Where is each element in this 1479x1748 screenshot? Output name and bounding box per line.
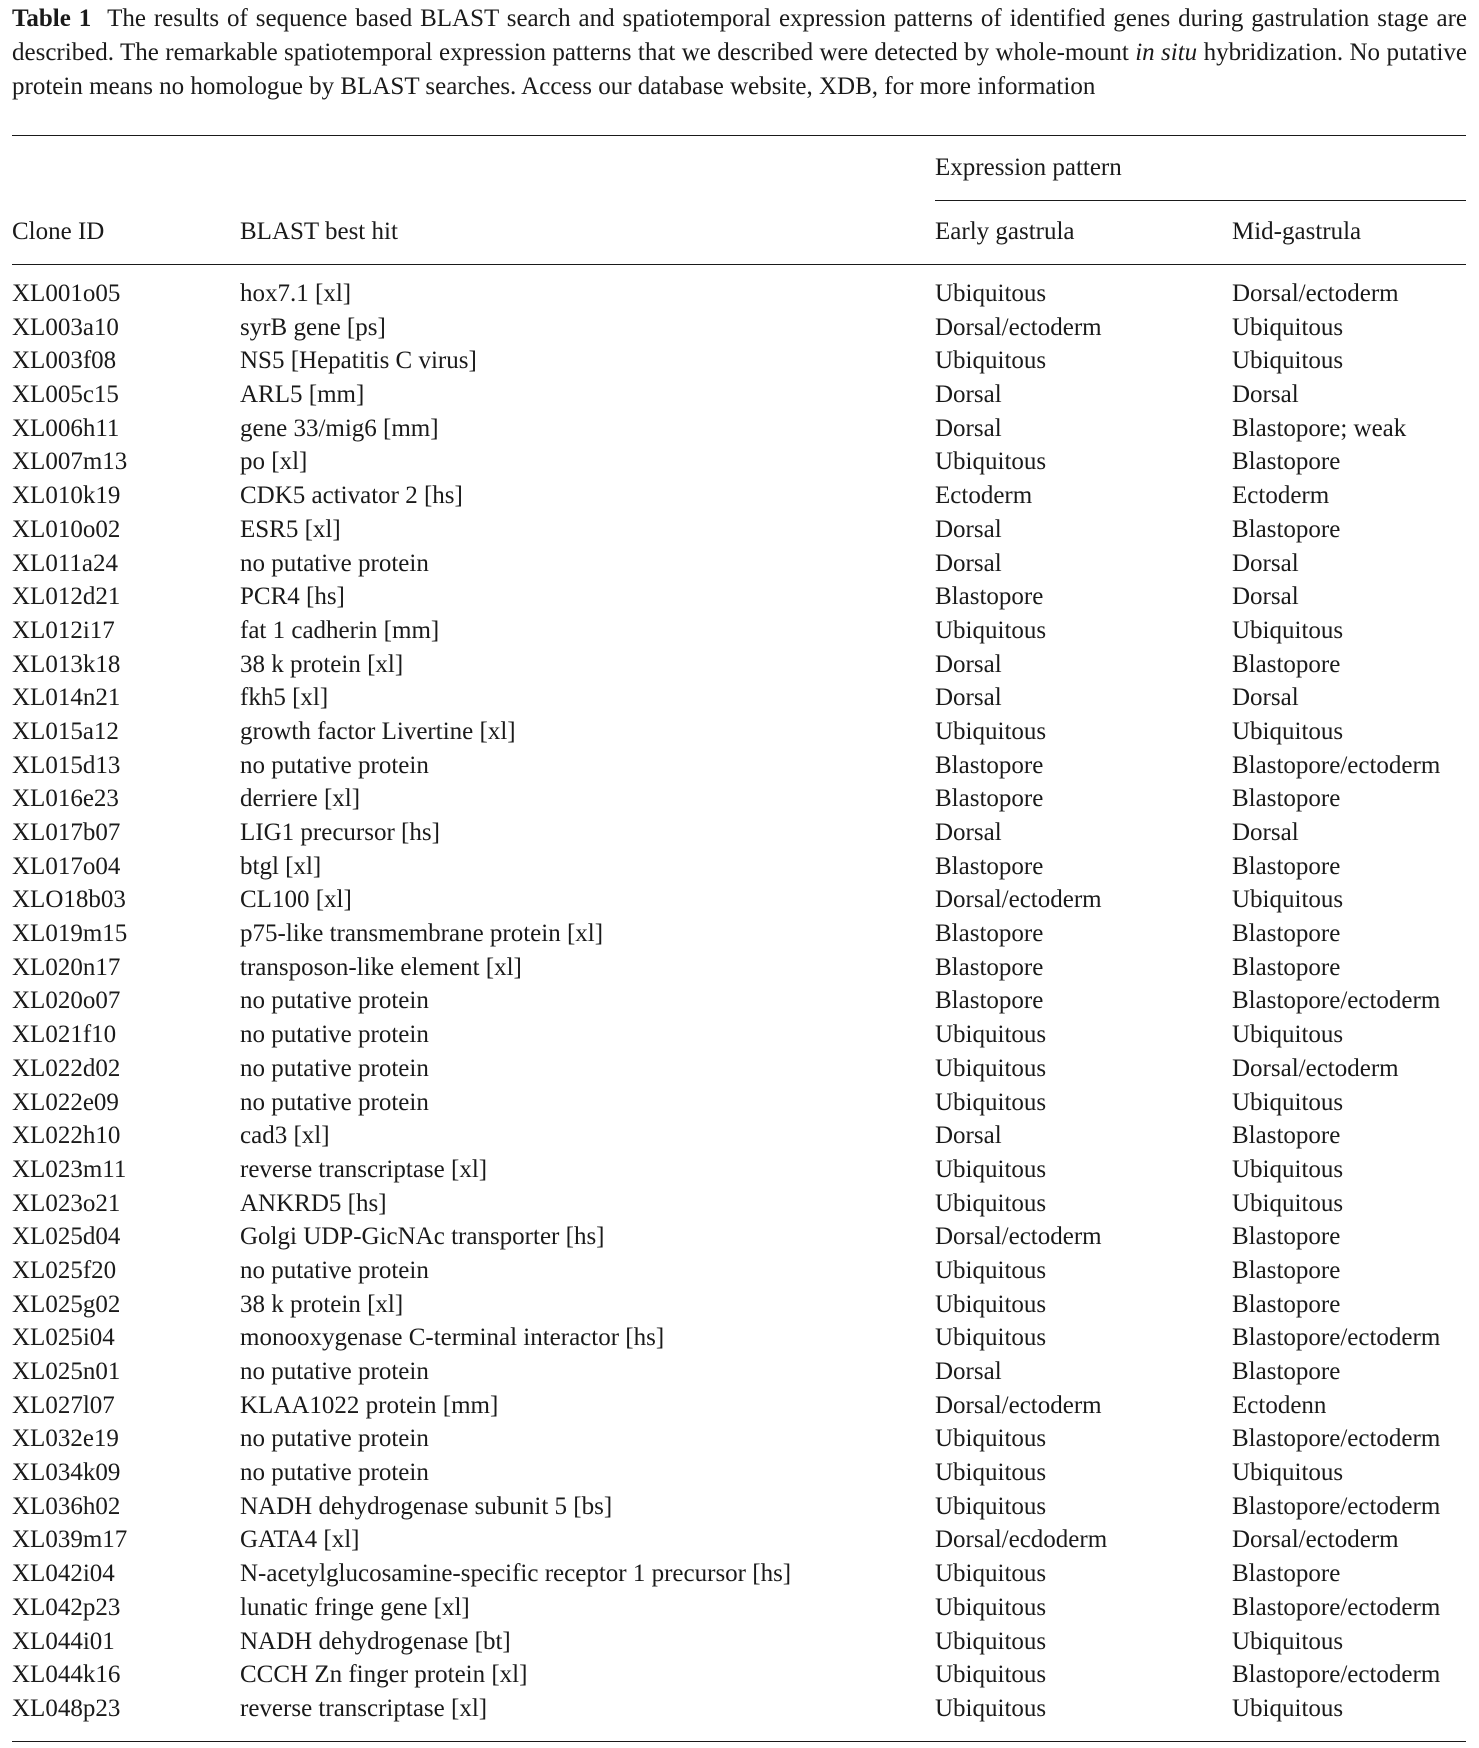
cell-blast-hit: fat 1 cadherin [mm] <box>240 616 440 644</box>
cell-blast-hit: no putative protein <box>240 1088 429 1116</box>
table-row <box>12 1088 1466 1122</box>
cell-mid-gastrula: Blastopore <box>1232 785 1341 813</box>
table-row <box>12 279 1466 313</box>
table-row <box>12 1424 1466 1458</box>
table-row <box>12 1593 1466 1627</box>
cell-early-gastrula: Dorsal <box>935 819 1002 846</box>
cell-mid-gastrula: Ubiquitous <box>1232 1694 1344 1722</box>
table-row <box>12 481 1466 515</box>
cell-blast-hit: no putative protein <box>240 751 429 779</box>
cell-early-gastrula: Ubiquitous <box>935 616 1047 644</box>
table-row <box>12 1694 1466 1728</box>
cell-clone-id: XL003a10 <box>12 313 119 341</box>
table-label: Table 1 <box>12 5 92 32</box>
cell-early-gastrula: Ectoderm <box>935 482 1033 510</box>
cell-mid-gastrula: Blastopore <box>1232 1358 1341 1385</box>
cell-blast-hit: CCCH Zn finger protein [xl] <box>240 1661 528 1689</box>
cell-mid-gastrula: Ubiquitous <box>1232 1189 1344 1217</box>
cell-mid-gastrula: Blastopore/ectoderm <box>1232 1492 1441 1520</box>
cell-blast-hit: no putative protein <box>240 1054 429 1082</box>
cell-mid-gastrula: Blastopore/ectoderm <box>1232 1661 1441 1689</box>
cell-clone-id: XL025i04 <box>12 1324 115 1352</box>
cell-mid-gastrula: Dorsal/ectoderm <box>1232 1526 1399 1554</box>
cell-clone-id: XL013k18 <box>12 650 121 678</box>
cell-early-gastrula: Dorsal/ectoderm <box>935 1223 1102 1251</box>
cell-clone-id: XL042p23 <box>12 1593 121 1621</box>
cell-clone-id: XL036h02 <box>12 1492 121 1520</box>
cell-early-gastrula: Ubiquitous <box>935 448 1047 476</box>
cell-clone-id: XL044i01 <box>12 1627 115 1655</box>
caption-text-part1: The results of sequence based BLAST search and spatiotemporal expression patterns of identified genes during gastrulation stage are described. The remarkable spatiotemporal expression patterns that we described were detected by whole-mount <box>12 5 1468 66</box>
cell-mid-gastrula: Ubiquitous <box>1232 1021 1344 1049</box>
cell-mid-gastrula: Blastopore; weak <box>1232 414 1407 442</box>
table-row <box>12 852 1466 886</box>
table-row <box>12 986 1466 1020</box>
cell-clone-id: XL017b07 <box>12 819 121 846</box>
cell-clone-id: XL020o07 <box>12 987 121 1015</box>
cell-mid-gastrula: Dorsal <box>1232 684 1299 712</box>
cell-mid-gastrula: Ubiquitous <box>1232 616 1344 644</box>
cell-clone-id: XL019m15 <box>12 920 128 948</box>
cell-blast-hit: no putative protein <box>240 549 429 577</box>
table-row <box>12 1121 1466 1155</box>
cell-mid-gastrula: Ubiquitous <box>1232 1088 1344 1116</box>
cell-mid-gastrula: Blastopore <box>1232 448 1341 476</box>
cell-clone-id: XL020n17 <box>12 953 121 981</box>
cell-mid-gastrula: Blastopore <box>1232 1223 1341 1251</box>
cell-blast-hit: N-acetylglucosamine-specific receptor 1 precursor [hs] <box>240 1560 792 1588</box>
cell-early-gastrula: Blastopore <box>935 852 1044 880</box>
table-row <box>12 380 1466 414</box>
cell-blast-hit: 38 k protein [xl] <box>240 650 404 678</box>
cell-early-gastrula: Dorsal/ectoderm <box>935 886 1102 914</box>
table-row <box>12 1323 1466 1357</box>
table-row <box>12 582 1466 616</box>
table-row <box>12 1627 1466 1661</box>
table-row <box>12 1559 1466 1593</box>
cell-early-gastrula: Ubiquitous <box>935 1155 1047 1183</box>
cell-clone-id: XL012i17 <box>12 616 115 644</box>
cell-mid-gastrula: Ubiquitous <box>1232 347 1344 375</box>
cell-early-gastrula: Ubiquitous <box>935 1088 1047 1116</box>
table-row <box>12 751 1466 785</box>
table-row <box>12 549 1466 583</box>
cell-blast-hit: po [xl] <box>240 448 308 476</box>
table-row <box>12 515 1466 549</box>
cell-blast-hit: gene 33/mig6 [mm] <box>240 414 439 442</box>
cell-blast-hit: CDK5 activator 2 [hs] <box>240 482 463 510</box>
cell-early-gastrula: Blastopore <box>935 987 1044 1015</box>
table-row <box>12 313 1466 347</box>
cell-early-gastrula: Ubiquitous <box>935 1290 1047 1318</box>
cell-mid-gastrula: Blastopore <box>1232 1290 1341 1318</box>
table-row <box>12 447 1466 481</box>
cell-mid-gastrula: Dorsal <box>1232 583 1299 611</box>
cell-clone-id: XL022d02 <box>12 1054 121 1082</box>
cell-clone-id: XL015d13 <box>12 751 121 779</box>
cell-clone-id: XL025g02 <box>12 1290 121 1318</box>
table-row <box>12 1391 1466 1425</box>
table-row <box>12 717 1466 751</box>
cell-mid-gastrula: Dorsal/ectoderm <box>1232 1054 1399 1082</box>
cell-clone-id: XL017o04 <box>12 852 121 880</box>
cell-clone-id: XL010k19 <box>12 482 121 510</box>
cell-blast-hit: cad3 [xl] <box>240 1122 330 1150</box>
cell-clone-id: XL003f08 <box>12 347 117 375</box>
cell-blast-hit: reverse transcriptase [xl] <box>240 1694 488 1722</box>
cell-early-gastrula: Blastopore <box>935 785 1044 813</box>
cell-mid-gastrula: Dorsal/ectoderm <box>1232 280 1399 307</box>
cell-blast-hit: derriere [xl] <box>240 785 361 813</box>
cell-clone-id: XL023m11 <box>12 1155 127 1183</box>
cell-early-gastrula: Dorsal <box>935 381 1002 409</box>
cell-blast-hit: Golgi UDP-GicNAc transporter [hs] <box>240 1223 605 1251</box>
cell-clone-id: XL025f20 <box>12 1256 117 1284</box>
cell-blast-hit: transposon-like element [xl] <box>240 953 522 981</box>
table-row <box>12 683 1466 717</box>
cell-early-gastrula: Ubiquitous <box>935 347 1047 375</box>
cell-blast-hit: monooxygenase C-terminal interactor [hs] <box>240 1324 665 1352</box>
cell-clone-id: XL011a24 <box>12 549 118 577</box>
cell-blast-hit: 38 k protein [xl] <box>240 1290 404 1318</box>
table-row <box>12 1189 1466 1223</box>
cell-early-gastrula: Ubiquitous <box>935 1661 1047 1689</box>
cell-blast-hit: btgl [xl] <box>240 852 322 880</box>
cell-clone-id: XL021f10 <box>12 1021 117 1049</box>
cell-clone-id: XL016e23 <box>12 785 119 813</box>
cell-clone-id: XL014n21 <box>12 684 121 712</box>
cell-mid-gastrula: Blastopore/ectoderm <box>1232 1425 1441 1453</box>
cell-clone-id: XL012d21 <box>12 583 121 611</box>
cell-early-gastrula: Ubiquitous <box>935 1459 1047 1487</box>
cell-clone-id: XL006h11 <box>12 414 120 442</box>
cell-early-gastrula: Dorsal <box>935 414 1002 442</box>
cell-early-gastrula: Ubiquitous <box>935 1256 1047 1284</box>
cell-blast-hit: no putative protein <box>240 1459 429 1487</box>
cell-clone-id: XLO18b03 <box>12 886 126 914</box>
cell-blast-hit: no putative protein <box>240 1425 429 1453</box>
table-caption <box>12 2 1467 104</box>
table-row <box>12 1222 1466 1256</box>
table-row <box>12 1357 1466 1391</box>
cell-blast-hit: reverse transcriptase [xl] <box>240 1155 488 1183</box>
header-spanner-rule <box>935 200 1466 201</box>
cell-early-gastrula: Blastopore <box>935 953 1044 981</box>
cell-blast-hit: LIG1 precursor [hs] <box>240 819 440 846</box>
cell-blast-hit: lunatic fringe gene [xl] <box>240 1593 470 1621</box>
table-row <box>12 1660 1466 1694</box>
cell-early-gastrula: Blastopore <box>935 920 1044 948</box>
cell-early-gastrula: Ubiquitous <box>935 1560 1047 1588</box>
table-row <box>12 919 1466 953</box>
cell-blast-hit: syrB gene [ps] <box>240 313 386 341</box>
header-blast-best-hit: BLAST best hit <box>240 218 398 245</box>
cell-blast-hit: p75-like transmembrane protein [xl] <box>240 920 604 948</box>
cell-mid-gastrula: Blastopore <box>1232 1256 1341 1284</box>
table-row <box>12 1054 1466 1088</box>
cell-blast-hit: no putative protein <box>240 987 429 1015</box>
caption-text-part2: hybridization. No putative protein means no homologue by BLAST searches. Access our database website, XDB, for more information <box>12 39 1467 100</box>
cell-clone-id: XL001o05 <box>12 280 121 307</box>
cell-mid-gastrula: Blastopore <box>1232 1122 1341 1150</box>
cell-blast-hit: ANKRD5 [hs] <box>240 1189 387 1217</box>
cell-clone-id: XL015a12 <box>12 717 119 745</box>
cell-early-gastrula: Blastopore <box>935 583 1044 611</box>
table-row <box>12 1525 1466 1559</box>
cell-early-gastrula: Ubiquitous <box>935 1593 1047 1621</box>
cell-clone-id: XL042i04 <box>12 1560 115 1588</box>
cell-blast-hit: no putative protein <box>240 1358 429 1385</box>
cell-mid-gastrula: Ubiquitous <box>1232 1155 1344 1183</box>
cell-early-gastrula: Ubiquitous <box>935 1054 1047 1082</box>
table-row <box>12 818 1466 852</box>
caption-italic: in situ <box>1135 39 1198 66</box>
cell-blast-hit: ARL5 [mm] <box>240 381 365 409</box>
cell-early-gastrula: Dorsal <box>935 650 1002 678</box>
cell-mid-gastrula: Ectodenn <box>1232 1391 1327 1419</box>
cell-early-gastrula: Dorsal/ectoderm <box>935 313 1102 341</box>
cell-blast-hit: ESR5 [xl] <box>240 515 341 543</box>
cell-clone-id: XL022h10 <box>12 1122 121 1150</box>
cell-blast-hit: fkh5 [xl] <box>240 684 329 712</box>
table-row <box>12 346 1466 380</box>
cell-blast-hit: hox7.1 [xl] <box>240 280 352 307</box>
table-row <box>12 885 1466 919</box>
cell-mid-gastrula: Dorsal <box>1232 819 1299 846</box>
header-expression-pattern: Expression pattern <box>935 154 1122 181</box>
cell-early-gastrula: Dorsal <box>935 549 1002 577</box>
cell-early-gastrula: Dorsal <box>935 515 1002 543</box>
cell-blast-hit: PCR4 [hs] <box>240 583 345 611</box>
cell-clone-id: XL044k16 <box>12 1661 121 1689</box>
cell-clone-id: XL005c15 <box>12 381 119 409</box>
cell-mid-gastrula: Ectoderm <box>1232 482 1330 510</box>
cell-early-gastrula: Ubiquitous <box>935 1189 1047 1217</box>
table-row <box>12 1256 1466 1290</box>
cell-mid-gastrula: Ubiquitous <box>1232 1459 1344 1487</box>
cell-mid-gastrula: Blastopore <box>1232 920 1341 948</box>
cell-blast-hit: no putative protein <box>240 1256 429 1284</box>
table-row <box>12 1155 1466 1189</box>
cell-mid-gastrula: Blastopore/ectoderm <box>1232 987 1441 1015</box>
table-row <box>12 1458 1466 1492</box>
cell-mid-gastrula: Blastopore <box>1232 650 1341 678</box>
header-early-gastrula: Early gastrula <box>935 218 1075 245</box>
cell-blast-hit: NADH dehydrogenase subunit 5 [bs] <box>240 1492 613 1520</box>
table-row <box>12 1492 1466 1526</box>
header-clone-id: Clone ID <box>12 218 105 245</box>
table-row <box>12 953 1466 987</box>
table-row <box>12 784 1466 818</box>
cell-early-gastrula: Ubiquitous <box>935 280 1047 307</box>
cell-mid-gastrula: Blastopore <box>1232 852 1341 880</box>
cell-mid-gastrula: Blastopore <box>1232 953 1341 981</box>
cell-early-gastrula: Dorsal <box>935 684 1002 712</box>
header-bottom-rule <box>12 264 1466 265</box>
cell-early-gastrula: Ubiquitous <box>935 1627 1047 1655</box>
cell-clone-id: XL027l07 <box>12 1391 115 1419</box>
cell-blast-hit: growth factor Livertine [xl] <box>240 717 516 745</box>
table-row <box>12 650 1466 684</box>
table-row <box>12 414 1466 448</box>
cell-early-gastrula: Dorsal/ecdoderm <box>935 1526 1108 1554</box>
table-body <box>12 279 1466 1728</box>
cell-clone-id: XL010o02 <box>12 515 121 543</box>
table-bottom-rule <box>12 1741 1466 1742</box>
cell-clone-id: XL048p23 <box>12 1694 121 1722</box>
cell-early-gastrula: Ubiquitous <box>935 1021 1047 1049</box>
cell-mid-gastrula: Dorsal <box>1232 381 1299 409</box>
cell-clone-id: XL039m17 <box>12 1526 128 1554</box>
cell-early-gastrula: Blastopore <box>935 751 1044 779</box>
cell-clone-id: XL023o21 <box>12 1189 121 1217</box>
cell-mid-gastrula: Ubiquitous <box>1232 1627 1344 1655</box>
cell-mid-gastrula: Blastopore <box>1232 515 1341 543</box>
cell-clone-id: XL032e19 <box>12 1425 119 1453</box>
cell-early-gastrula: Dorsal/ectoderm <box>935 1391 1102 1419</box>
cell-blast-hit: NADH dehydrogenase [bt] <box>240 1627 511 1655</box>
cell-clone-id: XL025d04 <box>12 1223 121 1251</box>
cell-mid-gastrula: Blastopore <box>1232 1560 1341 1588</box>
cell-early-gastrula: Ubiquitous <box>935 1425 1047 1453</box>
cell-clone-id: XL022e09 <box>12 1088 119 1116</box>
cell-clone-id: XL007m13 <box>12 448 128 476</box>
cell-blast-hit: NS5 [Hepatitis C virus] <box>240 347 477 375</box>
cell-early-gastrula: Ubiquitous <box>935 1492 1047 1520</box>
cell-mid-gastrula: Ubiquitous <box>1232 717 1344 745</box>
table-row <box>12 1290 1466 1324</box>
cell-clone-id: XL034k09 <box>12 1459 121 1487</box>
cell-mid-gastrula: Dorsal <box>1232 549 1299 577</box>
cell-mid-gastrula: Ubiquitous <box>1232 313 1344 341</box>
cell-mid-gastrula: Blastopore/ectoderm <box>1232 1593 1441 1621</box>
table-top-rule <box>12 135 1466 136</box>
cell-early-gastrula: Dorsal <box>935 1122 1002 1150</box>
cell-blast-hit: CL100 [xl] <box>240 886 352 914</box>
cell-mid-gastrula: Blastopore/ectoderm <box>1232 1324 1441 1352</box>
cell-mid-gastrula: Ubiquitous <box>1232 886 1344 914</box>
cell-blast-hit: no putative protein <box>240 1021 429 1049</box>
cell-early-gastrula: Ubiquitous <box>935 717 1047 745</box>
header-mid-gastrula: Mid-gastrula <box>1232 218 1362 245</box>
cell-early-gastrula: Ubiquitous <box>935 1694 1047 1722</box>
cell-blast-hit: KLAA1022 protein [mm] <box>240 1391 499 1419</box>
table-row <box>12 1020 1466 1054</box>
cell-early-gastrula: Dorsal <box>935 1358 1002 1385</box>
cell-early-gastrula: Ubiquitous <box>935 1324 1047 1352</box>
cell-clone-id: XL025n01 <box>12 1358 121 1385</box>
cell-blast-hit: GATA4 [xl] <box>240 1526 360 1554</box>
table-row <box>12 616 1466 650</box>
cell-mid-gastrula: Blastopore/ectoderm <box>1232 751 1441 779</box>
